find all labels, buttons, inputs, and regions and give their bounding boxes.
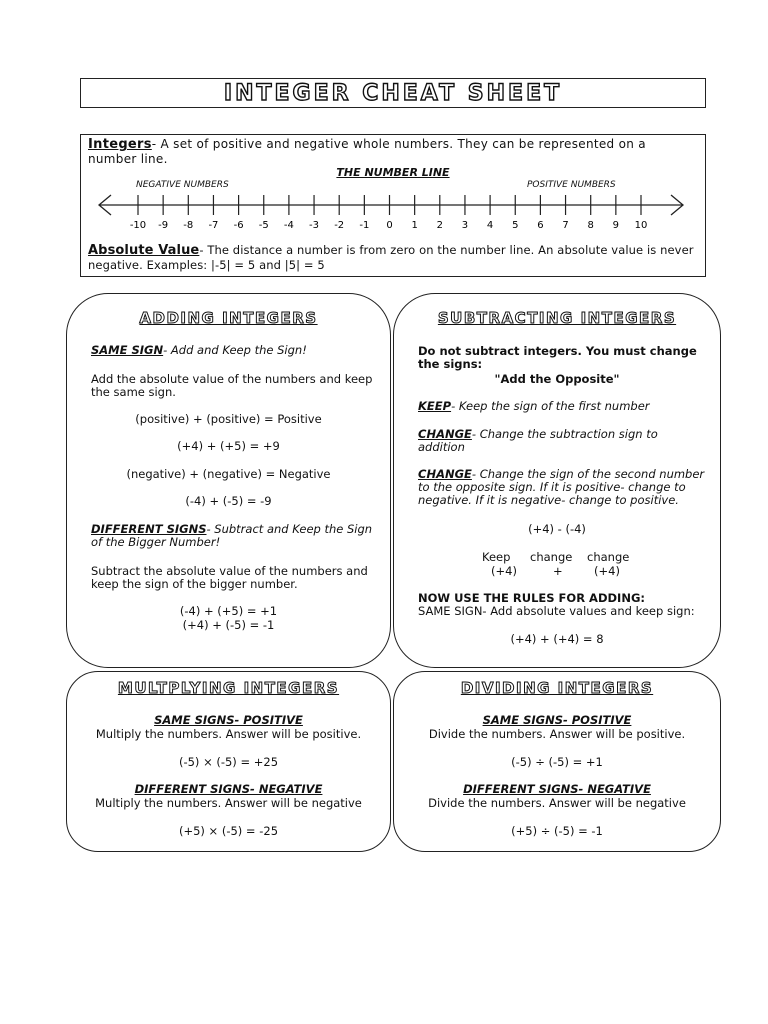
- kcc-change-label-2: change: [587, 550, 630, 564]
- change2-head: CHANGE: [418, 467, 472, 481]
- dividing-same-head: SAME SIGNS- POSITIVE: [482, 713, 632, 727]
- tick-label: -3: [309, 220, 320, 231]
- subtracting-intro: Do not subtract integers. You must change the signs:: [418, 344, 697, 371]
- adding-diff-head: DIFFERENT SIGNS: [91, 522, 207, 536]
- adding-same-head: SAME SIGN: [91, 343, 164, 357]
- positive-numbers-label: POSITIVE NUMBERS: [527, 180, 616, 190]
- adding-example-diff-2: (+4) + (-5) = -1: [182, 618, 275, 632]
- tick-label: 6: [537, 220, 544, 231]
- negative-numbers-label: NEGATIVE NUMBERS: [136, 180, 229, 190]
- subtracting-example: (+4) - (-4): [528, 522, 586, 536]
- tick-label: 5: [512, 220, 519, 231]
- multiplying-integers-panel: [66, 671, 391, 852]
- keep-text: - Keep the sign of the first number: [451, 399, 650, 413]
- adding-example-diff-1: (-4) + (+5) = +1: [179, 604, 278, 618]
- subtracting-integers-panel: [393, 293, 721, 668]
- dividing-same-example: (-5) ÷ (-5) = +1: [511, 755, 603, 769]
- page-title: INTEGER CHEAT SHEET: [223, 80, 563, 106]
- multiplying-same-example: (-5) × (-5) = +25: [178, 755, 279, 769]
- tick-label: -8: [183, 220, 194, 231]
- change2-text: - Change the sign of the second number to the opposite sign. If it is positive- change to negative. If it is negative- change to positive.: [418, 467, 705, 507]
- tick-label: -1: [359, 220, 370, 231]
- kcc-change-label-1: change: [530, 550, 573, 564]
- subtracting-keep: [418, 400, 708, 413]
- subtracting-change-1: [418, 428, 708, 454]
- tick-label: 8: [587, 220, 594, 231]
- now-use-rules: NOW USE THE RULES FOR ADDING:: [418, 591, 645, 605]
- tick-label: 2: [436, 220, 443, 231]
- adding-example-negative: (-4) + (-5) = -9: [185, 494, 272, 508]
- tick-label: 4: [486, 220, 494, 231]
- same-sign-line: SAME SIGN- Add absolute values and keep sign:: [418, 604, 695, 618]
- tick-label: -4: [283, 220, 294, 231]
- change1-head: CHANGE: [418, 427, 472, 441]
- subtracting-change-2: [418, 468, 708, 507]
- dividing-diff-example: (+5) ÷ (-5) = -1: [511, 824, 603, 838]
- dividing-title: DIVIDING INTEGERS: [460, 679, 654, 697]
- tick-label: -7: [208, 220, 219, 231]
- integers-term: Integers: [88, 137, 152, 152]
- adding-same-sign: [91, 344, 376, 357]
- change1-text: - Change the subtraction sign to addition: [418, 427, 658, 454]
- multiplying-same-head: SAME SIGNS- POSITIVE: [154, 713, 303, 727]
- number-line-title: THE NUMBER LINE: [336, 166, 450, 179]
- kcc-change-value-1: +: [553, 564, 563, 578]
- subtracting-quote: "Add the Opposite": [494, 372, 620, 386]
- tick-label: 10: [634, 220, 648, 231]
- integers-definition-text: - A set of positive and negative whole numbers. They can be represented on a number line.: [88, 137, 646, 166]
- multiplying-same-desc: Multiply the numbers. Answer will be positive.: [95, 727, 362, 741]
- adding-diff-text: - Subtract and Keep the Sign of the Bigger Number!: [91, 522, 373, 549]
- adding-different-signs: [91, 523, 376, 549]
- multiplying-diff-desc: Multiply the numbers. Answer will be negative: [95, 796, 362, 810]
- subtracting-title: SUBTRACTING INTEGERS: [437, 309, 677, 327]
- tick-label: 3: [461, 220, 469, 231]
- multiplying-title: MULTPLYING INTEGERS: [117, 679, 340, 697]
- keep-head: KEEP: [418, 399, 452, 413]
- tick-label: -10: [129, 220, 147, 231]
- adding-diff-desc: Subtract the absolute value of the numbers and keep the sign of the bigger number.: [91, 564, 368, 591]
- absolute-value-definition: [88, 243, 700, 273]
- kcc-keep-label: Keep: [482, 550, 511, 564]
- kcc-keep-value: (+4): [491, 564, 517, 578]
- adding-example-positive: (+4) + (+5) = +9: [177, 439, 280, 453]
- adding-integers-panel: [66, 293, 391, 668]
- adding-same-text: - Add and Keep the Sign!: [163, 343, 307, 357]
- number-line-ticks: [130, 195, 648, 231]
- dividing-same-desc: Divide the numbers. Answer will be positive.: [428, 727, 686, 741]
- tick-label: -2: [334, 220, 345, 231]
- integers-definition: [88, 137, 698, 166]
- tick-label: 9: [612, 220, 620, 231]
- dividing-integers-panel: [393, 671, 721, 852]
- adding-title: ADDING INTEGERS: [139, 309, 318, 327]
- tick-label: 7: [562, 220, 569, 231]
- adding-rule-negative: (negative) + (negative) = Negative: [126, 467, 331, 481]
- dividing-diff-head: DIFFERENT SIGNS- NEGATIVE: [463, 782, 651, 796]
- absolute-value-text: - The distance a number is from zero on the number line. An absolute value is never negative. Examples:: [88, 243, 694, 272]
- multiplying-diff-example: (+5) × (-5) = -25: [178, 824, 279, 838]
- title-box: [80, 78, 706, 108]
- dividing-diff-desc: Divide the numbers. Answer will be negative: [428, 796, 686, 810]
- tick-label: -9: [158, 220, 169, 231]
- absolute-value-term: Absolute Value: [88, 243, 200, 258]
- tick-label: 1: [411, 220, 418, 231]
- tick-label: -6: [233, 220, 244, 231]
- absolute-value-example: |-5| = 5 and |5| = 5: [211, 258, 325, 272]
- kcc-change-value-2: (+4): [594, 564, 620, 578]
- subtracting-final: (+4) + (+4) = 8: [510, 632, 604, 646]
- adding-same-desc: Add the absolute value of the numbers and keep the same sign.: [91, 372, 373, 399]
- intro-section: [80, 134, 706, 277]
- adding-rule-positive: (positive) + (positive) = Positive: [135, 412, 322, 426]
- number-line: [81, 187, 705, 231]
- tick-label: 0: [386, 220, 393, 231]
- tick-label: -5: [258, 220, 269, 231]
- multiplying-diff-head: DIFFERENT SIGNS- NEGATIVE: [134, 782, 323, 796]
